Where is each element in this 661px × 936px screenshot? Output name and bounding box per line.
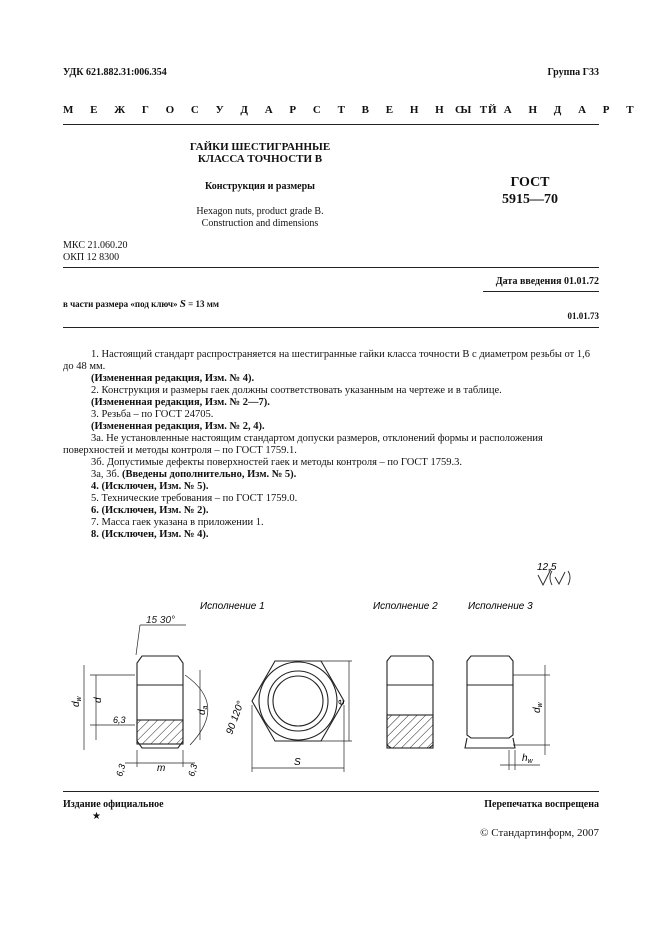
paragraph-1: 1. Настоящий стандарт распространяется на шестигранные гайки класса точности В с диаметром резьбы от 1,6 до 48 мм. [63, 349, 590, 372]
hw-label: $h_w$ [522, 753, 533, 765]
roughness-symbol [537, 562, 570, 585]
gost-label: ГОСТ [510, 175, 550, 190]
intro-date-line [380, 276, 599, 287]
execution-2-side-view [387, 656, 433, 748]
paragraph-7: 7. Масса гаек указана в приложении 1. [91, 517, 264, 528]
reprint-notice: Перепечатка воспрещена [484, 799, 599, 810]
intro-date-value: 01.01.72 [564, 276, 599, 287]
standard-type-right: С Т А Н Д А Р Т [455, 104, 641, 116]
english-title-line2: Construction and dimensions [201, 218, 319, 229]
body-text [63, 349, 599, 541]
execution-1-side-view [84, 615, 208, 767]
english-title [150, 206, 370, 230]
paragraph-3ab-note: (Введены дополнительно, Изм. № 5). [122, 469, 297, 480]
angle-side-label: 90 120° [224, 699, 247, 737]
chamfer-label-2: 6,3 [114, 762, 128, 778]
technical-drawing [0, 555, 661, 785]
star-icon: ★ [92, 811, 101, 822]
mks-code: МКС 21.060.20 [63, 240, 128, 251]
execution-3-label: Исполнение 3 [468, 601, 533, 612]
subtitle: Конструкция и размеры [205, 181, 315, 192]
roughness-value: 12,5 [537, 562, 557, 573]
okp-code: ОКП 12 8300 [63, 252, 120, 263]
intro-date-label: Дата введения [495, 276, 562, 287]
classification-codes [63, 240, 127, 264]
partial-date-label: в части размера «под ключ» [63, 299, 178, 309]
header-rule [63, 124, 599, 125]
d-label: d [93, 697, 104, 703]
execution-2-label: Исполнение 2 [373, 601, 438, 612]
title-line1: ГАЙКИ ШЕСТИГРАННЫЕ [189, 141, 331, 153]
udk-code: УДК 621.882.31:006.354 [63, 67, 167, 78]
paragraph-3a: 3а. Не установленные настоящим стандартом допуски размеров, отклонений формы и расположения поверхностей и методы контроля – по ГОСТ 1759.1. [63, 433, 543, 456]
english-title-line1: Hexagon nuts, product grade B. [196, 206, 324, 217]
s-label: S [294, 757, 301, 768]
paragraph-3b: 3б. Допустимые дефекты поверхностей гаек и методы контроля – по ГОСТ 1759.3. [91, 457, 462, 468]
date-rule [483, 291, 599, 292]
paragraph-5: 5. Технические требования – по ГОСТ 1759.0. [91, 493, 298, 504]
paragraph-4: 4. (Исключен, Изм. № 5). [91, 481, 209, 492]
partial-date-var: S [179, 298, 186, 310]
paragraph-3-note: (Измененная редакция, Изм. № 2, 4). [91, 421, 265, 432]
dw3-label: $d_w$ [532, 702, 544, 713]
execution-1-label: Исполнение 1 [200, 601, 265, 612]
angle-top-label: 15 30° [146, 615, 176, 626]
title-block [150, 141, 370, 165]
e-label: e [336, 699, 347, 705]
footer-rule [63, 791, 599, 792]
dw-label: $d_w$ [71, 696, 83, 707]
paragraph-3ab [63, 469, 599, 481]
chamfer-label-1: 6,3 [113, 715, 126, 725]
copyright: © Стандартинформ, 2007 [480, 827, 599, 839]
partial-date-value: = 13 мм [188, 299, 220, 309]
group-code: Группа Г33 [547, 67, 599, 78]
paragraph-8: 8. (Исключен, Изм. № 4). [91, 529, 209, 540]
standard-type-left: М Е Ж Г О С У Д А Р С Т В Е Н Н Ы Й [63, 104, 504, 116]
execution-1-top-view [252, 661, 352, 772]
paragraph-2-note: (Измененная редакция, Изм. № 2—7). [91, 397, 270, 408]
m-label: m [157, 763, 166, 774]
partial-date-line [63, 298, 219, 310]
gost-number [470, 174, 590, 208]
paragraph-6: 6. (Исключен, Изм. № 2). [91, 505, 209, 516]
paragraph-1-note: (Измененная редакция, Изм. № 4). [91, 373, 255, 384]
title-line2: КЛАССА ТОЧНОСТИ В [197, 153, 323, 165]
partial-date: 01.01.73 [567, 311, 599, 321]
dates-rule [63, 327, 599, 328]
gost-code: 5915—70 [502, 192, 558, 207]
codes-rule [63, 267, 599, 268]
da-label: $d_a$ [197, 705, 209, 715]
official-edition: Издание официальное [63, 799, 164, 810]
chamfer-label-3: 6,3 [186, 762, 200, 778]
paragraph-2: 2. Конструкция и размеры гаек должны соответствовать указанным на чертеже и в таблице. [91, 385, 502, 396]
paragraph-3ab-prefix: 3а, 3б. [91, 469, 120, 480]
paragraph-3: 3. Резьба – по ГОСТ 24705. [91, 409, 214, 420]
